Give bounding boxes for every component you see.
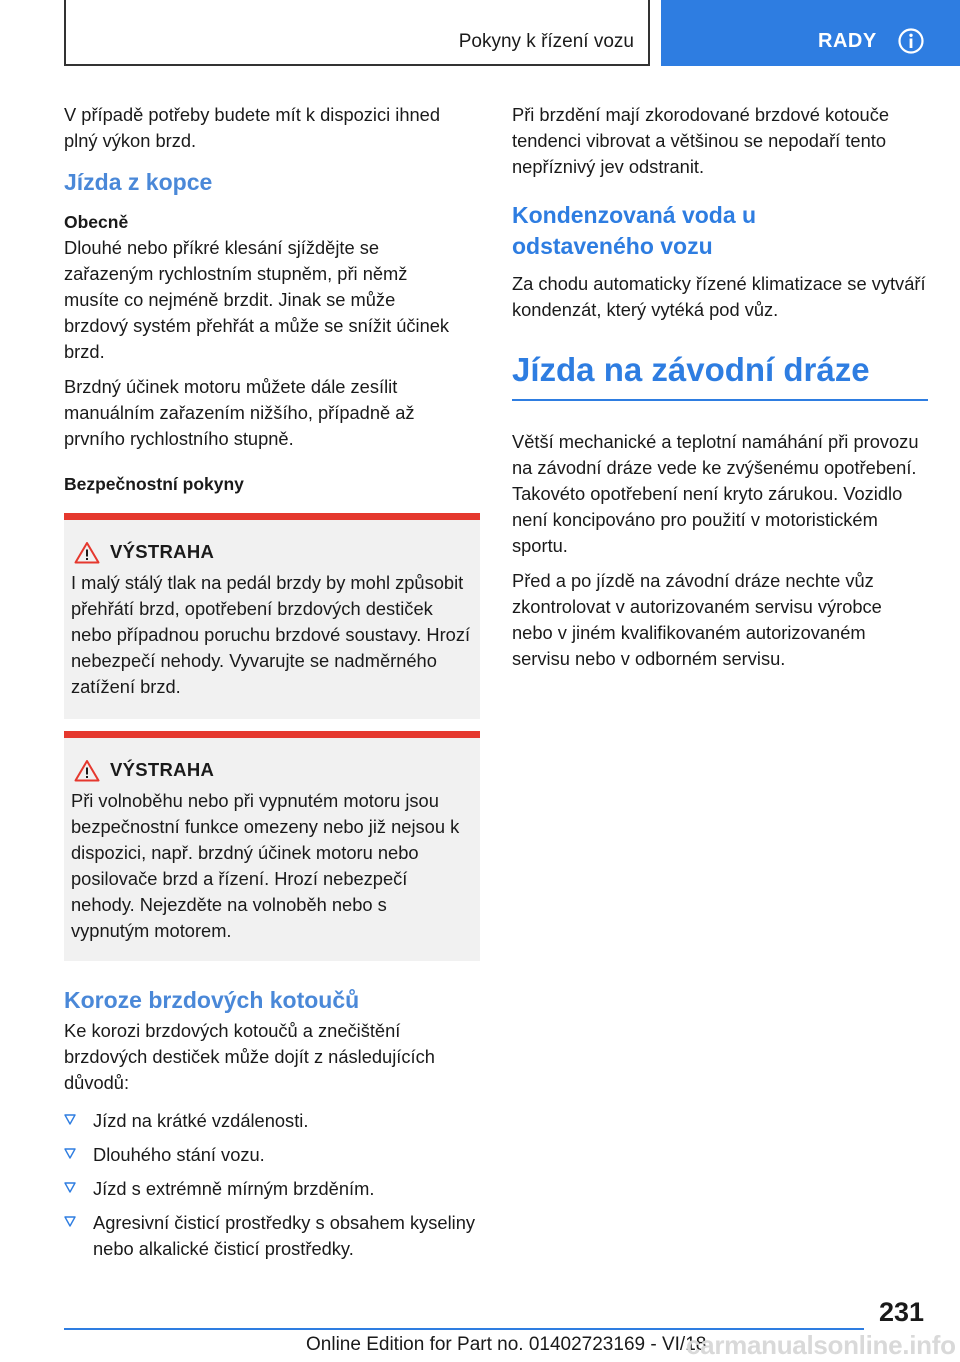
downhill-paragraph-1: Dlouhé nebo příkré klesání sjíždějte se zařazeným rychlostním stupněm, při němž musíte co nejméně brzdit. Jinak se může brzdový systém přehřát a může se snížit účinek brzd. (64, 237, 450, 362)
race-paragraph-2: Před a po jízdě na závodní dráze nechte vůz zkontrolovat v autorizovaném servisu výrobce nebo v jiném kvalifikovaném autorizovaném servisu nebo v odborném servisu. (512, 570, 882, 669)
bullet-triangle-icon (64, 1182, 76, 1194)
bullet-triangle-icon (64, 1216, 76, 1228)
bullet-triangle-icon (64, 1148, 76, 1160)
list-item (64, 1142, 480, 1168)
page-number: 231 (878, 1297, 924, 1327)
warning-1-title: VÝSTRAHA (110, 541, 215, 562)
header-chapter-tab[interactable] (661, 0, 960, 66)
intro-paragraph: V případě potřeby budete mít k dispozici ihned plný výkon brzd. (64, 104, 441, 151)
warning-2-text: Při volnoběhu nebo při vypnutém motoru jsou bezpečnostní funkce omezeny nebo již nejsou k dispozici, např. brzdný účinek motoru nebo posilovače brzd a řízení. Hrozí nebezpečí nehody. Nejezděte na volnoběh nebo s vypnutým motorem. (71, 790, 460, 941)
watermark-logo: carmanualsonline.info (686, 1330, 956, 1360)
warning-2-title: VÝSTRAHA (110, 759, 215, 780)
header-section-box (64, 0, 650, 66)
warning-box-2 (64, 731, 480, 961)
list-item (64, 1176, 480, 1202)
info-circle-icon (897, 27, 925, 55)
warning-1-text: I malý stálý tlak na pedál brzdy by mohl způsobit přehřátí brzd, opotřebení brzdových destiček nebo případnou poruchu brzdové soustavy. Hrozí nebezpečí nehody. Vyvarujte se nadměrného zatížení brzd. (71, 572, 471, 697)
corrosion-intro: Ke korozi brzdových kotoučů a znečištění brzdových destiček může dojít z následujících důvodů: (64, 1020, 435, 1093)
footer-edition: Online Edition for Part no. 01402723169 - VI/18 (306, 1334, 707, 1355)
safety-heading: Bezpečnostní pokyny (64, 474, 244, 494)
warning-triangle-icon (74, 759, 100, 782)
corrosion-heading: Koroze brzdových kotoučů (64, 987, 360, 1013)
right-column (512, 102, 928, 681)
list-item-text: Agresivní čisticí prostředky s obsahem kyseliny nebo alkalické čisticí prostředky. (93, 1212, 476, 1259)
general-heading: Obecně (64, 212, 129, 232)
condensate-heading: Kondenzovaná voda u odstaveného vozu (512, 202, 757, 259)
condensate-text: Za chodu automaticky řízené klimatizace se vytváří kondenzát, který vytéká pod vůz. (512, 273, 926, 320)
race-heading-underline (512, 399, 928, 401)
list-item (64, 1108, 480, 1134)
list-item (64, 1210, 480, 1262)
list-item-text: Dlouhého stání vozu. (93, 1144, 265, 1165)
header-chapter-label: RADY (818, 30, 877, 52)
list-item-text: Jízd s extrémně mírným brzděním. (93, 1178, 375, 1199)
warning-box-1 (64, 513, 480, 719)
bullet-triangle-icon (64, 1114, 76, 1126)
race-track-heading: Jízda na závodní dráze (512, 351, 870, 388)
race-paragraph-1: Větší mechanické a teplotní namáhání při provozu na závodní dráze vede ke zvýšenému opotřebení. Takovéto opotřebení není kryto zárukou. Vozidlo není koncipováno pro použití v motoristickém sportu. (512, 431, 919, 556)
downhill-heading: Jízda z kopce (64, 169, 213, 195)
vibration-paragraph: Při brzdění mají zkorodované brzdové kotouče tendenci vibrovat a většinou se nepodaří tento nepříznivý jev odstranit. (512, 104, 889, 177)
warning-triangle-icon (74, 541, 100, 564)
header-section-title: Pokyny k řízení vozu (458, 31, 634, 52)
downhill-paragraph-2: Brzdný účinek motoru můžete dále zesílit manuálním zařazením nižšího, případně až prvního rychlostního stupně. (64, 376, 415, 449)
list-item-text: Jízd na krátké vzdálenosti. (93, 1110, 309, 1131)
left-column (64, 102, 480, 1270)
